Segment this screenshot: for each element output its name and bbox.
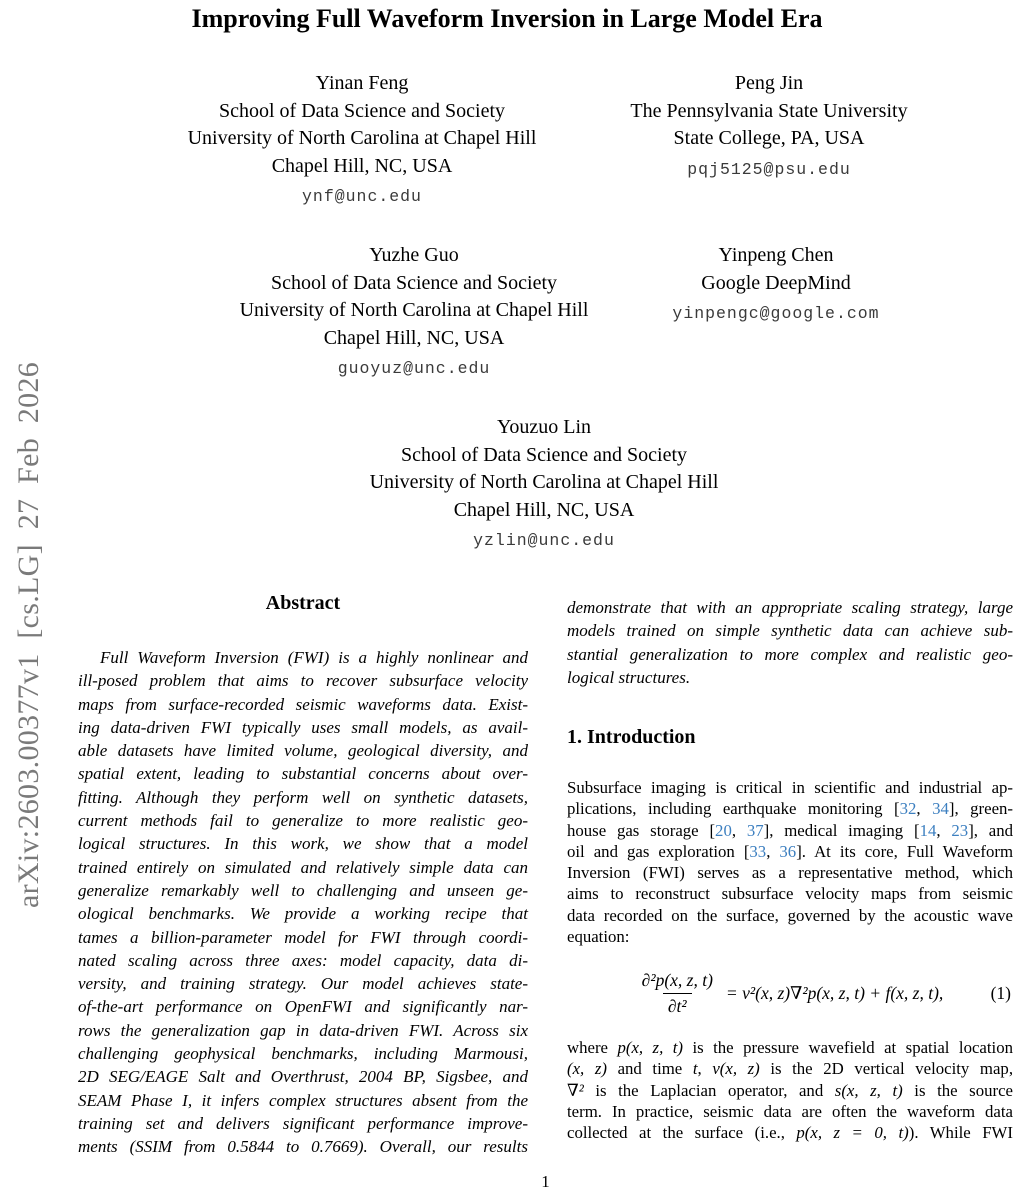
text-line (567, 1058, 1013, 1079)
text-run: where (567, 1038, 618, 1057)
text-run: models trained on simple synthetic data can achieve sub- (567, 621, 1013, 641)
text-run: ). While FWI (908, 1123, 1013, 1143)
citation-link[interactable]: 14 (919, 820, 937, 840)
author-affiliation: Chapel Hill, NC, USA (271, 154, 453, 177)
text-line (78, 669, 528, 692)
text-run: generalize remarkably well to challenging and unseen ge- (78, 880, 528, 900)
author-name: Peng Jin (734, 72, 804, 94)
abstract-section (78, 592, 528, 1159)
text-run: Full Waveform Inversion (FWI) is a highly nonlinear and (100, 648, 528, 667)
text-run: , (916, 799, 933, 819)
text-run: SEAM Phase I, it infers complex structures absent from the (78, 1090, 528, 1110)
text-run: house gas storage [ (567, 820, 716, 840)
author-name: Yinpeng Chen (718, 244, 834, 266)
text-line (78, 856, 528, 879)
text-run: plications, including earthquake monitoring [ (567, 799, 900, 819)
text-line (78, 949, 528, 972)
text-line (78, 786, 528, 809)
text-line (78, 693, 528, 716)
text-run: equation: (567, 927, 630, 947)
text-run: is the Laplacian operator, and (583, 1080, 835, 1100)
text-line (567, 841, 1013, 862)
text-line (567, 596, 1013, 619)
math-inline: p(x, z = 0, t) (796, 1123, 909, 1143)
abstract-text-left (78, 646, 528, 1159)
text-run: ments (SSIM from 0.5844 to 0.7669). Overall, our results (78, 1137, 528, 1157)
math-inline: t (692, 1059, 698, 1079)
text-line (567, 926, 1013, 947)
text-line (78, 1065, 528, 1088)
text-line (78, 762, 528, 785)
text-run: nated scaling across three axes: model capacity, data di- (78, 950, 528, 970)
citation-link[interactable]: 23 (951, 820, 969, 840)
abstract-text-right (567, 596, 1013, 689)
author-affiliation: School of Data Science and Society (400, 443, 688, 466)
text-run: ological benchmarks. We provide a working recipe that (78, 904, 528, 924)
abstract-heading: Abstract (265, 592, 341, 614)
introduction-paragraph-1 (567, 777, 1013, 947)
text-run: challenging geophysical benchmarks, including Marmousi, (78, 1044, 528, 1064)
text-run: able datasets have limited volume, geological diversity, and (78, 741, 528, 761)
math-inline: s(x, z, t) (834, 1080, 903, 1100)
text-run: trained entirely on simulated and relatively simple data can (78, 857, 528, 877)
text-run: demonstrate that with an appropriate scaling strategy, large (567, 598, 1013, 617)
math-inline: v(x, z) (712, 1059, 760, 1079)
author-affiliation: University of North Carolina at Chapel Hill (369, 471, 719, 493)
text-run: rows the generalization gap in data-driven FWI. Across six (78, 1020, 528, 1040)
text-run: and time (606, 1059, 693, 1079)
text-run: ], green- (948, 799, 1014, 819)
text-line (567, 643, 1013, 666)
text-run: ing data-driven FWI typically uses small models, as avail- (78, 717, 528, 737)
text-line (78, 1112, 528, 1135)
text-line (567, 1080, 1013, 1101)
text-line (78, 902, 528, 925)
math-inline: (x, z) (567, 1059, 607, 1079)
author-affiliation: University of North Carolina at Chapel Hill (239, 299, 589, 321)
text-line (567, 666, 1013, 689)
text-line (567, 820, 1013, 841)
author-name: Yuzhe Guo (369, 244, 459, 266)
text-line (78, 716, 528, 739)
text-run: stantial generalization to more complex and realistic geo- (567, 644, 1013, 664)
text-line (78, 1135, 528, 1158)
author-block (189, 242, 639, 383)
equation-rhs: = v²(x, z)∇²p(x, z, t) + f(x, z, t), (725, 983, 944, 1003)
author-block (319, 414, 769, 555)
text-run: fitting. Although they perform well on synthetic datasets, (78, 787, 528, 807)
text-run: of-the-art performance on OpenFWI and significantly nar- (78, 997, 528, 1017)
text-line (567, 1122, 1013, 1143)
text-run: is the pressure wavefield at spatial location (683, 1038, 1013, 1057)
text-line (567, 1037, 1013, 1058)
text-run: maps from surface-recorded seismic waveforms data. Exist- (78, 694, 528, 714)
author-affiliation: State College, PA, USA (673, 127, 865, 149)
text-run: , (766, 841, 780, 861)
text-line (567, 883, 1013, 904)
math-inline: ∇² (567, 1080, 584, 1100)
text-run: , (731, 820, 747, 840)
citation-link[interactable]: 36 (779, 841, 797, 861)
citation-link[interactable]: 32 (899, 799, 917, 819)
citation-link[interactable]: 20 (715, 820, 732, 840)
text-line (78, 832, 528, 855)
text-run: aims to reconstruct subsurface velocity maps from seismic (567, 884, 1013, 904)
text-run: ], and (968, 820, 1014, 840)
author-affiliation: University of North Carolina at Chapel Hill (187, 127, 537, 149)
text-line (78, 995, 528, 1018)
text-line (567, 619, 1013, 642)
equation-1 (567, 970, 1013, 1017)
text-run: is the source (902, 1080, 1013, 1100)
text-run: ill-posed problem that aims to recover subsurface velocity (78, 671, 528, 691)
author-affiliation: Chapel Hill, NC, USA (323, 326, 505, 349)
author-affiliation: School of Data Science and Society (270, 271, 558, 294)
text-line (567, 777, 1013, 798)
equation-number: (1) (990, 983, 1011, 1003)
text-line (78, 926, 528, 949)
author-email: pqj5125@psu.edu (687, 159, 851, 179)
text-run: spatial extent, leading to substantial concerns about over- (78, 764, 528, 784)
text-run: Inversion (FWI) serves as a representative method, which (567, 863, 1013, 883)
author-block (137, 70, 587, 211)
section-heading-introduction: 1. Introduction (567, 726, 696, 748)
text-run: ]. At its core, Full Waveform (796, 841, 1013, 861)
text-run: collected at the surface (i.e., (567, 1123, 797, 1143)
text-line (567, 905, 1013, 926)
text-run: Subsurface imaging is critical in scientific and industrial ap- (567, 778, 1013, 797)
introduction-paragraph-2 (567, 1037, 1013, 1143)
text-run: tames a billion-parameter model for FWI through coordi- (78, 927, 528, 947)
text-run: logical structures. (567, 667, 691, 687)
text-run: ], medical imaging [ (763, 820, 920, 840)
author-name: Yinan Feng (315, 72, 409, 94)
text-line (78, 972, 528, 995)
text-line (567, 1101, 1013, 1122)
text-line (78, 739, 528, 762)
text-run: 2D SEG/EAGE Salt and Overthrust, 2004 BP, Sigsbee, and (78, 1067, 528, 1087)
citation-link[interactable]: 37 (746, 820, 764, 840)
text-run: , (936, 820, 952, 840)
author-block (554, 70, 984, 183)
author-affiliation: School of Data Science and Society (218, 99, 506, 122)
fraction-denominator: ∂t² (663, 993, 692, 1017)
author-block (611, 242, 941, 328)
author-email: yinpengc@google.com (672, 304, 880, 323)
author-affiliation: Google DeepMind (701, 271, 851, 294)
author-affiliation: Chapel Hill, NC, USA (453, 498, 635, 521)
author-email: ynf@unc.edu (302, 187, 422, 206)
fraction-numerator: ∂²p(x, z, t) (641, 970, 713, 990)
equation-fraction (637, 970, 718, 1017)
citation-link[interactable]: 34 (932, 799, 949, 819)
author-affiliation: The Pennsylvania State University (630, 99, 908, 122)
text-line (567, 862, 1013, 883)
text-line (78, 1042, 528, 1065)
text-run: training set and delivers significant performance improve- (78, 1113, 528, 1133)
text-run: versity, and training strategy. Our model achieves state- (78, 974, 528, 994)
author-email: guoyuz@unc.edu (337, 359, 491, 378)
math-inline: p(x, z, t) (617, 1038, 683, 1057)
author-email: yzlin@unc.edu (473, 531, 615, 550)
text-line (78, 1089, 528, 1112)
text-line (567, 798, 1013, 819)
text-run: oil and gas exploration [ (567, 841, 750, 861)
paper-title: Improving Full Waveform Inversion in Large Model Era (191, 4, 823, 33)
arxiv-watermark: arXiv:2603.00377v1 [cs.LG] 27 Feb 2026 (12, 361, 45, 908)
text-run: data recorded on the surface, governed by the acoustic wave (567, 905, 1013, 925)
text-run: is the 2D vertical velocity map, (759, 1059, 1014, 1079)
text-run: current methods fail to generalize to more realistic geo- (78, 811, 528, 831)
text-line (78, 1019, 528, 1042)
author-name: Youzuo Lin (496, 416, 592, 438)
page-number: 1 (541, 1172, 550, 1191)
text-line (78, 809, 528, 832)
text-run: term. In practice, seismic data are often the waveform data (567, 1101, 1013, 1121)
text-run: , (697, 1059, 713, 1079)
text-line (78, 646, 528, 669)
citation-link[interactable]: 33 (749, 841, 767, 861)
text-line (78, 879, 528, 902)
text-run: logical structures. In this work, we show that a model (78, 834, 528, 854)
